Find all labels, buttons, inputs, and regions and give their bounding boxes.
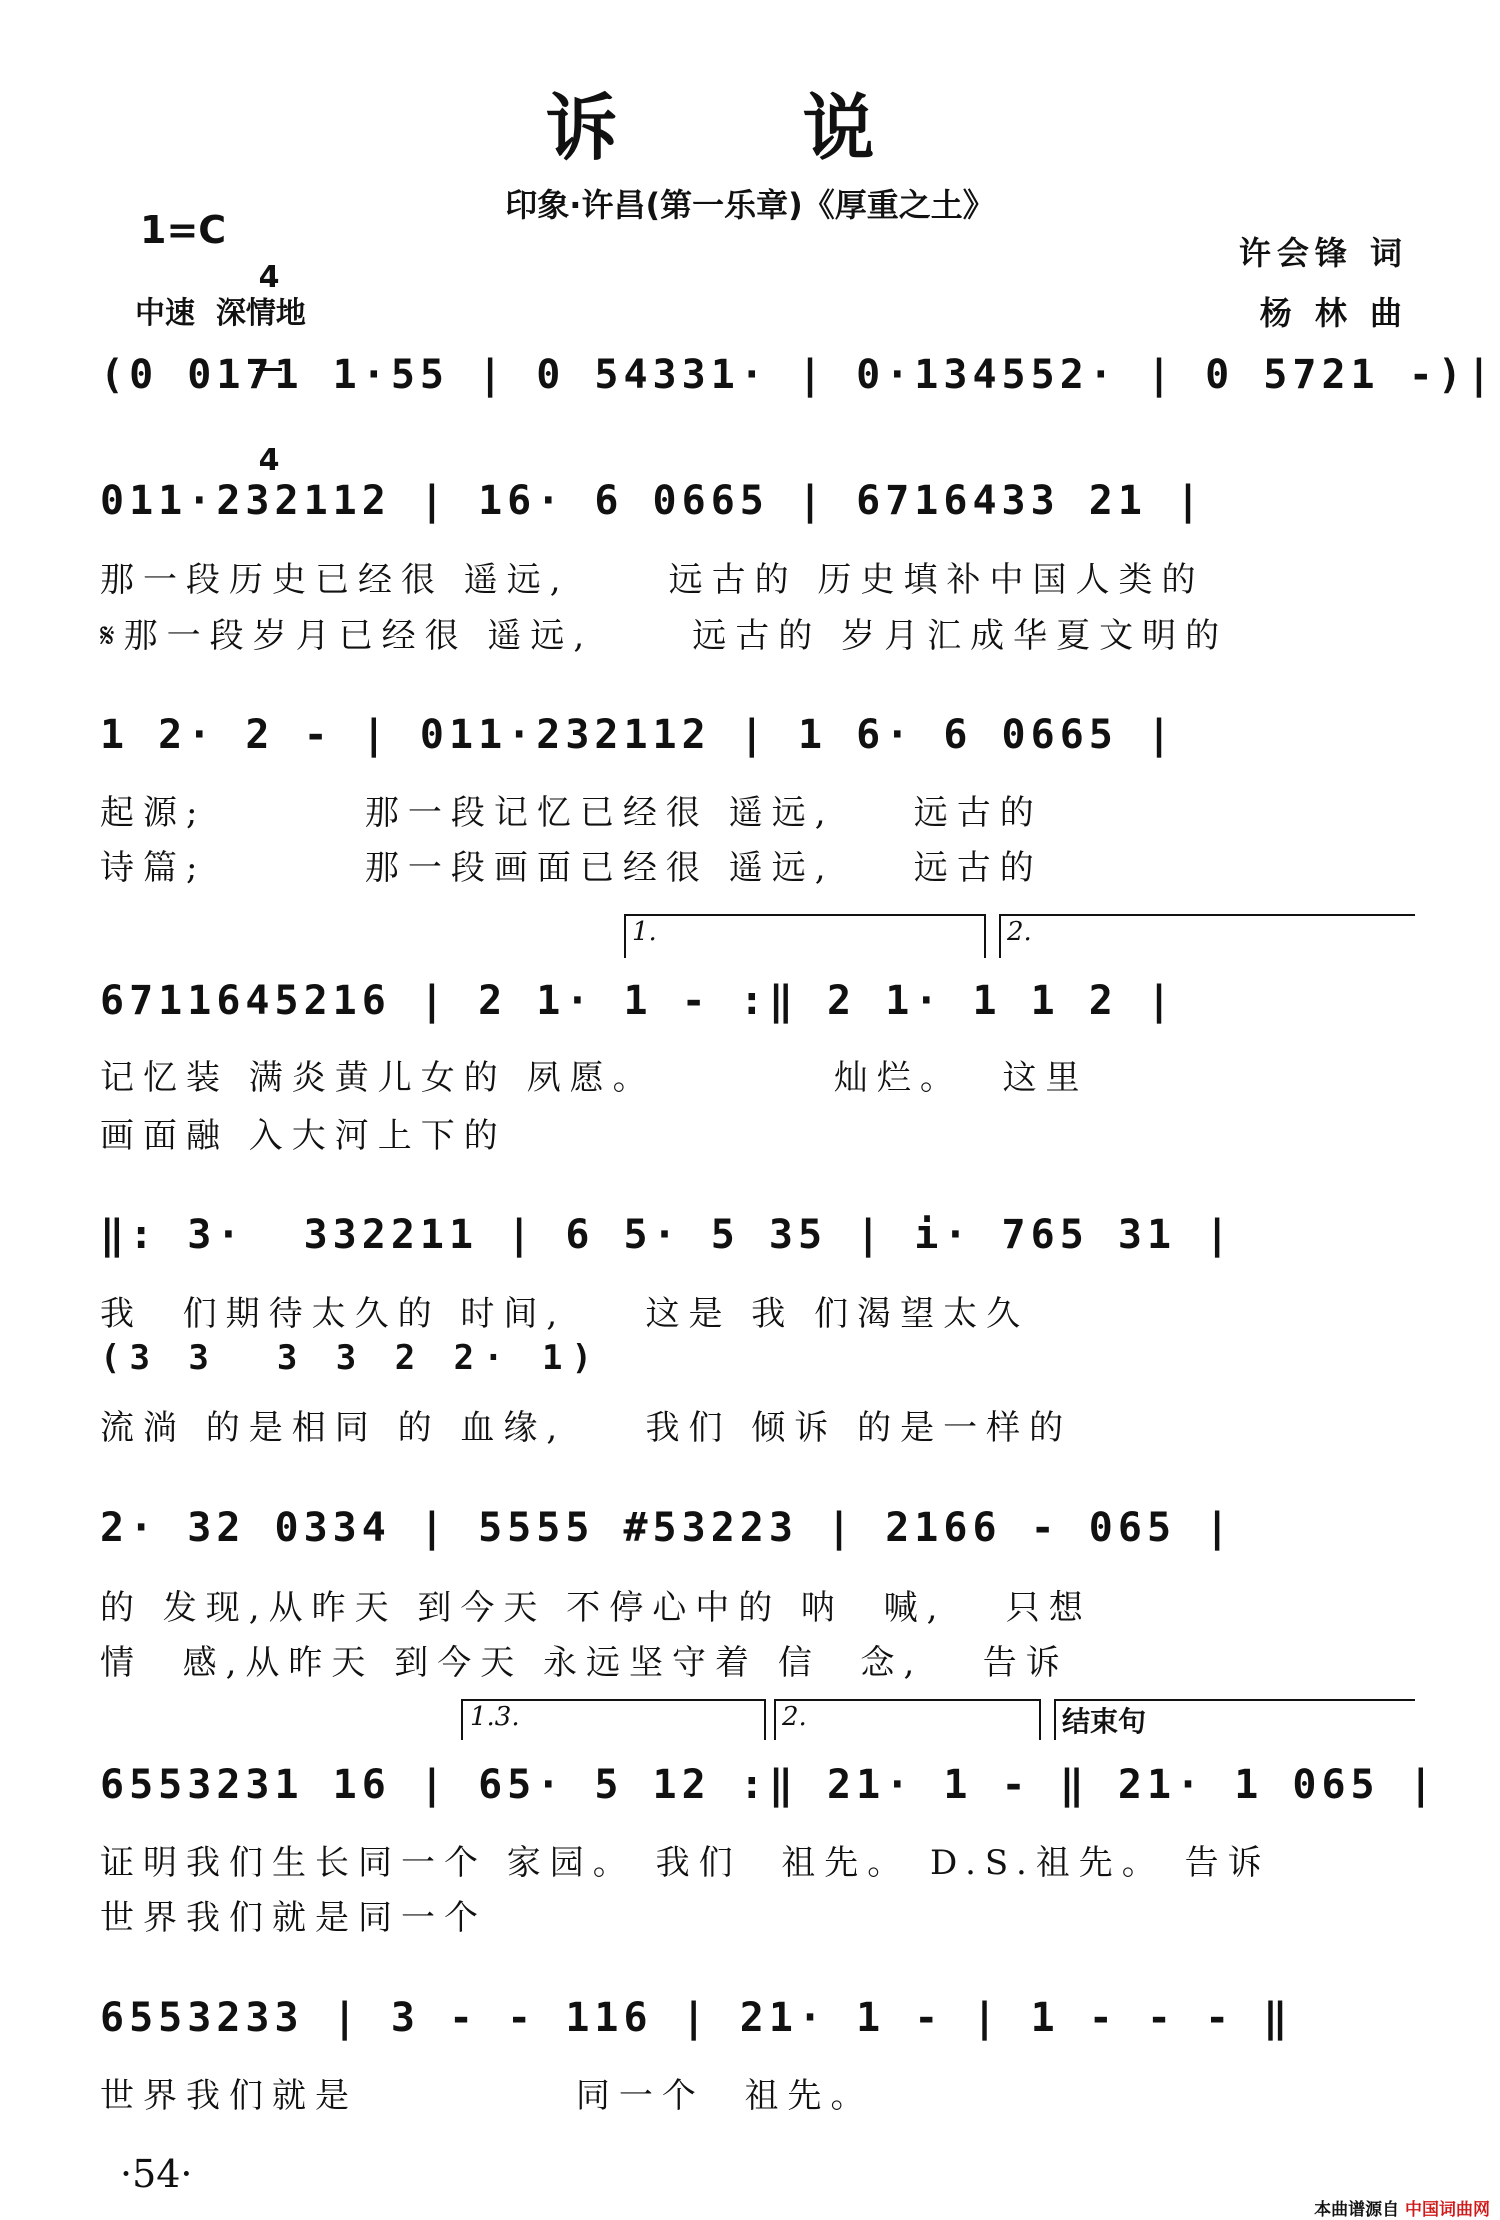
lyric-line: 证明我们生长同一个 家园。 我们 祖先。 D.S.祖先。 告诉 [100, 1843, 1271, 1883]
song-subtitle: 印象·许昌(第一乐章)《厚重之土》 [505, 186, 995, 224]
volta-second: 2. [1007, 917, 1032, 947]
score-system-4: 6711645216 | 2 1· 1 - :‖ 2 1· 1 1 2 | [100, 978, 1177, 1024]
lyric-line: 画面融 入大河上下的 [100, 1116, 507, 1156]
lyric-line: 那一段历史已经很 遥远, 远古的 历史填补中国人类的 [100, 560, 1205, 600]
volta-second-b: 2. [782, 1702, 807, 1732]
lyric-line: 诗篇; 那一段画面已经很 遥远, 远古的 [100, 848, 1043, 888]
page-number: ·54· [120, 2152, 193, 2196]
lyric-line: 世界我们就是 同一个 祖先。 [100, 2076, 874, 2116]
lyric-line: 记忆装 满炎黄儿女的 夙愿。 灿烂。 这里 [100, 1058, 1089, 1098]
score-system-8: 6553233 | 3 - - 116 | 21· 1 - | 1 - - - ‖ [100, 1995, 1293, 2041]
score-system-2: 011·232112 | 16· 6 0665 | 6716433 21 | [100, 478, 1206, 524]
lyric-line: 情 感,从昨天 到今天 永远坚守着 信 念, 告诉 [100, 1643, 1069, 1683]
lyric-line: 世界我们就是同一个 [100, 1898, 487, 1938]
score-system-3: 1 2· 2 - | 011·232112 | 1 6· 6 0665 | [100, 712, 1177, 758]
score-system-1: (0 0171 1·55 | 0 54331· | 0·134552· | 0 5721 -)| [100, 352, 1496, 398]
watermark-prefix: 本曲谱源自 [1314, 2200, 1400, 2220]
song-title: 诉 说 [545, 85, 955, 170]
tempo-marking: 中速 深情地 [135, 296, 306, 331]
key-signature: 1=C [140, 208, 227, 252]
score-system-6: 2· 32 0334 | 5555 #53223 | 2166 - 065 | [100, 1505, 1235, 1551]
volta-first: 1. [632, 917, 657, 947]
score-system-5: ‖: 3· 332211 | 6 5· 5 35 | i· 765 31 | [100, 1212, 1235, 1258]
lyric-line: 的 发现,从昨天 到今天 不停心中的 呐 喊, 只想 [100, 1588, 1092, 1628]
time-signature-bottom: 4 [258, 443, 280, 478]
watermark [1314, 2195, 1490, 2220]
lyric-line: (3 3 3 3 2 2· 1) [100, 1338, 601, 1378]
volta-ending: 结束句 [1062, 1705, 1147, 1738]
lyric-line: 流淌 的是相同 的 血缘, 我们 倾诉 的是一样的 [100, 1408, 1073, 1448]
volta-first-b: 1.3. [470, 1702, 520, 1732]
score-system-7: 6553231 16 | 65· 5 12 :‖ 21· 1 - ‖ 21· 1 065 | [100, 1762, 1438, 1808]
lyricist-credit: 许会锋 词 [1238, 234, 1408, 272]
time-signature-top: 4 [258, 260, 280, 295]
composer-credit: 杨 林 曲 [1259, 294, 1408, 332]
watermark-site: 中国词曲网 [1405, 2200, 1490, 2220]
lyric-line: 我 们期待太久的 时间, 这是 我 们渴望太久 [100, 1294, 1030, 1334]
lyric-line: 起源; 那一段记忆已经很 遥远, 远古的 [100, 793, 1043, 833]
lyric-line: 𝄋那一段岁月已经很 遥远, 远古的 岁月汇成华夏文明的 [100, 616, 1229, 656]
